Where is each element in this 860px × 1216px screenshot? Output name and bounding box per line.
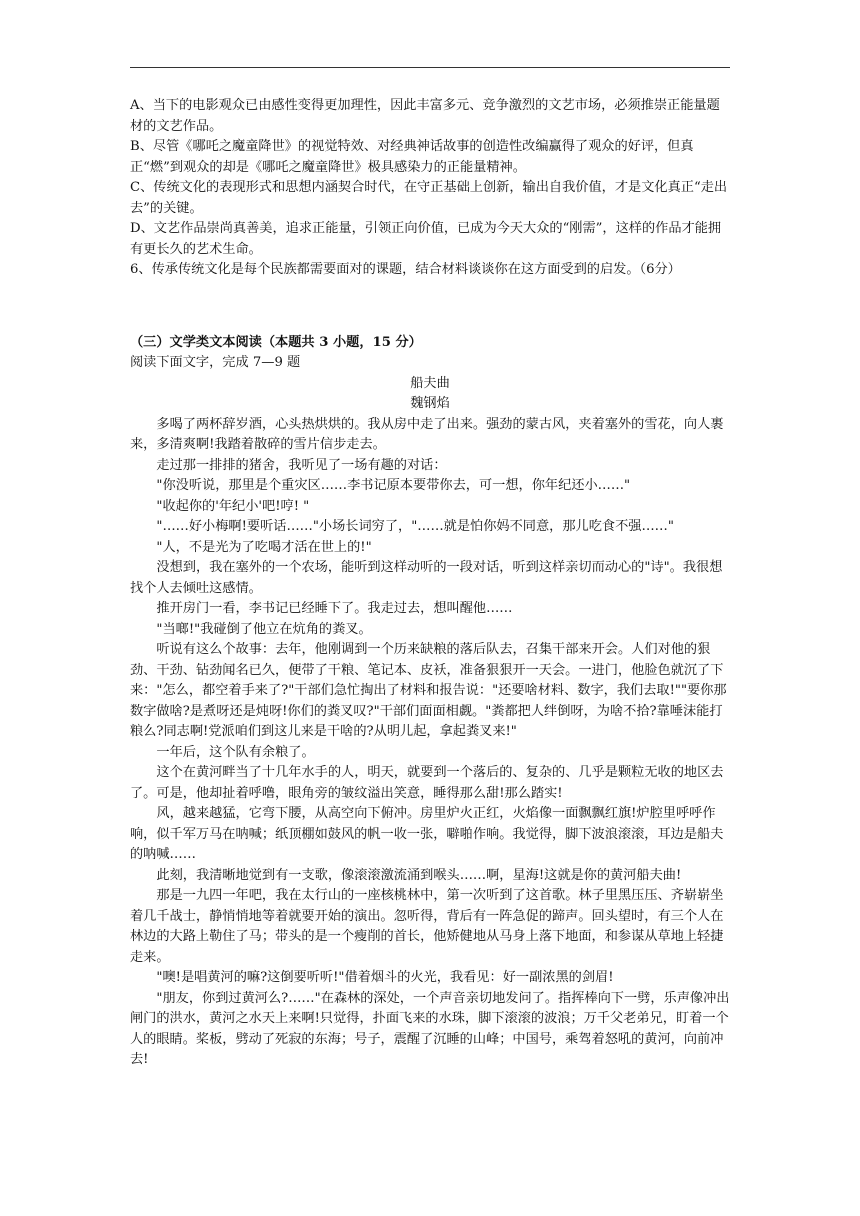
article-paragraph: 听说有这么个故事：去年，他刚调到一个历来缺粮的落后队去，召集干部来开会。人们对他的狠劲、干劲、钻劲闻名已久，便带了干粮、笔记本、皮袄，准备狠狠开一天会。一进门，他脸色就沉了下来："怎么，都空着手来了?"干部们急忙掏出了材料和报告说："还要啥材料、数字，我们去取!""要你那数字做啥?是煮呀还是炖呀!你们的粪叉叹?"干部们面面相觑。"粪都把人绊倒呀，为啥不拾?靠唾沫能打粮么?同志啊!党派咱们到这儿来是干啥的?从明儿起，拿起粪叉来!" [130,642,727,739]
article-paragraph: 没想到，我在塞外的一个农场，能听到这样动听的一段对话，听到这样亲切而动心的"诗"。我很想找个人去倾吐这感情。 [130,560,723,596]
article-body [130,415,730,1071]
article-paragraph: 这个在黄河畔当了十几年水手的人，明天，就要到一个落后的、复杂的、几乎是颗粒无收的地区去了。可是，他却扯着呼噜，眼角旁的皱纹溢出笑意，睡得那么甜!那么踏实! [130,765,724,801]
option-b: B、尽管《哪吒之魔童降世》的视觉特效、对经典神话故事的创造性改编赢得了观众的好评，但真正“燃”到观众的却是《哪吒之魔童降世》极具感染力的正能量精神。 [130,139,694,175]
article-paragraph: "朋友，你到过黄河么?……"在森林的深处，一个声音亲切地发问了。指挥棒向下一劈，乐声像冲出闸门的洪水，黄河之水天上来啊!只觉得，扑面飞来的水珠，脚下滚滚的波浪；万千父老弟兄，盯着一个人的眼睛。桨板，劈动了死寂的东海；号子，震醒了沉睡的山峰；中国号，乘驾着怒吼的黄河，向前冲去! [130,990,730,1067]
question-6: 6、传承传统文化是每个民族都需要面对的课题，结合材料谈谈你在这方面受到的启发。（6分） [130,262,681,277]
article-author: 魏钢焰 [410,396,450,411]
option-c: C、传统文化的表现形式和思想内涵契合时代，在守正基础上创新，输出自我价值，才是文化真正“走出去”的关键。 [130,180,728,216]
article-paragraph: 一年后，这个队有余粮了。 [156,744,315,760]
article-paragraph: 风，越来越猛，它弯下腰，从高空向下俯冲。房里炉火正红，火焰像一面飘飘红旗!炉腔里呼呼作响，似千军万马在呐喊；纸顶棚如鼓风的帆一收一张，噼啪作响。我觉得，脚下波浪滚滚，耳边是船夫的呐喊…… [130,806,724,862]
header-rule [130,67,730,68]
section-heading: （三）文学类文本阅读（本题共 3 小题，15 分） [130,334,422,350]
article-paragraph: 此刻，我清晰地觉到有一支歌，像滚滚激流涌到喉头……啊，星海!这就是你的黄河船夫曲! [156,867,682,883]
article-paragraph: 多喝了两杯辞岁酒，心头热烘烘的。我从房中走了出来。强劲的蒙古风，夹着塞外的雪花，向人裹来，多清爽啊!我踏着散碎的雪片信步走去。 [130,416,724,452]
article-paragraph: 那是一九四一年吧，我在太行山的一座核桃林中，第一次听到了这首歌。林子里黑压压、齐崭崭坐着几千战士，静悄悄地等着就要开始的演出。忽听得，背后有一阵急促的蹄声。回头望时，有三个人在林边的大路上勒住了马；带头的是一个瘦削的首长，他矫健地从马身上落下地面，和参谋从草地上轻捷走来。 [130,888,724,965]
article-paragraph: 走过那一排排的猪舍，我听见了一场有趣的对话： [156,457,447,473]
option-a: A、当下的电影观众已由感性变得更加理性，因此丰富多元、竞争激烈的文艺市场，必须推崇正能量题材的文艺作品。 [130,98,720,134]
article-paragraph: "人，不是光为了吃喝才活在世上的!" [156,539,372,555]
section-instruction: 阅读下面文字，完成 7—9 题 [130,355,301,370]
article-paragraph: "你没听说，那里是个重灾区……李书记原本要带你去，可一想，你年纪还小……" [156,478,631,493]
article-paragraph: "噢!是唱黄河的嘛?这倒要听听!"借着烟斗的火光，我看见：好一副浓黑的剑眉! [156,970,614,985]
article-title: 船夫曲 [410,375,450,391]
section-spacer [130,281,730,333]
article-paragraph: "……好小梅啊!要听话……"小场长词穷了，"……就是怕你妈不同意，那儿吃食不强……" [156,519,674,534]
article-paragraph: "收起你的'年纪小'吧!哼! " [156,498,310,514]
document-body [130,96,730,1071]
article-paragraph: 推开房门一看，李书记已经睡下了。我走过去，想叫醒他…… [156,601,513,616]
option-d: D、文艺作品崇尚真善美，追求正能量，引领正向价值，已成为今天大众的“刚需”，这样的作品才能拥有更长久的艺术生命。 [130,221,722,257]
article-paragraph: "当啷!"我碰倒了他立在炕角的粪叉。 [156,621,372,637]
